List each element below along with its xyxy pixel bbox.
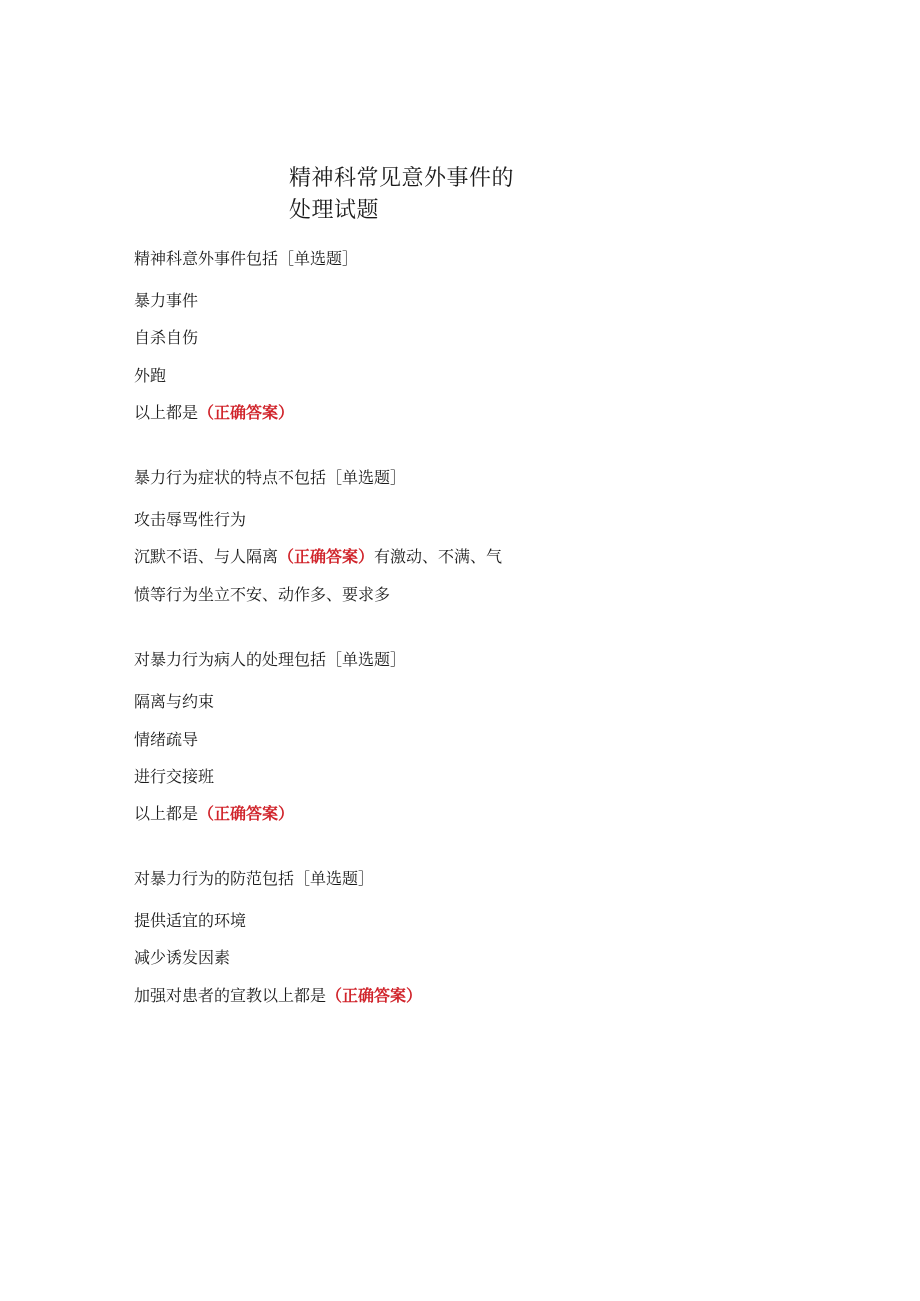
option-text: 隔离与约束 bbox=[134, 692, 215, 711]
question-1-option-a bbox=[134, 290, 198, 312]
document-title bbox=[289, 163, 514, 227]
question-2-prompt: 暴力行为症状的特点不包括［单选题］ bbox=[134, 468, 407, 487]
option-text: 减少诱发因素 bbox=[134, 948, 231, 967]
option-text: 以上都是 bbox=[134, 403, 199, 422]
question-1-prompt: 精神科意外事件包括［单选题］ bbox=[134, 249, 359, 268]
question-3-prompt: 对暴力行为病人的处理包括［单选题］ bbox=[134, 650, 407, 669]
question-1-option-d bbox=[134, 402, 294, 424]
correct-answer-marker: （正确答案） bbox=[198, 403, 295, 422]
title-line-2: 处理试题 bbox=[289, 198, 380, 223]
correct-answer-marker: （正确答案） bbox=[326, 986, 423, 1005]
option-text: 自杀自伤 bbox=[134, 328, 199, 347]
correct-answer-marker: （正确答案） bbox=[198, 804, 295, 823]
option-text: 加强对患者的宣教以上都是 bbox=[134, 986, 327, 1005]
question-4-option-a bbox=[134, 910, 246, 932]
option-text: 外跑 bbox=[134, 366, 167, 385]
title-line-1: 精神科常见意外事件的 bbox=[289, 166, 515, 191]
option-text: 情绪疏导 bbox=[134, 730, 199, 749]
question-3-option-c bbox=[134, 766, 214, 788]
option-text: 攻击辱骂性行为 bbox=[134, 510, 247, 529]
question-4-option-c bbox=[134, 985, 422, 1007]
option-text: 沉默不语、与人隔离 bbox=[134, 547, 279, 566]
question-4-prompt: 对暴力行为的防范包括［单选题］ bbox=[134, 869, 375, 888]
question-2-option-b-wrap bbox=[134, 584, 390, 606]
question-1-option-b bbox=[134, 327, 198, 349]
question-2-option-b bbox=[134, 546, 502, 568]
option-text: 提供适宜的环境 bbox=[134, 911, 247, 930]
option-text: 暴力事件 bbox=[134, 291, 199, 310]
question-2-option-a bbox=[134, 509, 246, 531]
option-text: 以上都是 bbox=[134, 804, 199, 823]
question-3-option-d bbox=[134, 803, 294, 825]
question-1-option-c bbox=[134, 365, 166, 387]
question-3-option-b bbox=[134, 729, 198, 751]
option-text: 进行交接班 bbox=[134, 767, 215, 786]
option-continuation: 有激动、不满、气 bbox=[374, 547, 503, 566]
option-text: 愤等行为坐立不安、动作多、要求多 bbox=[134, 585, 391, 604]
question-3-option-a bbox=[134, 691, 214, 713]
question-4-option-b bbox=[134, 947, 230, 969]
correct-answer-marker: （正确答案） bbox=[278, 547, 375, 566]
